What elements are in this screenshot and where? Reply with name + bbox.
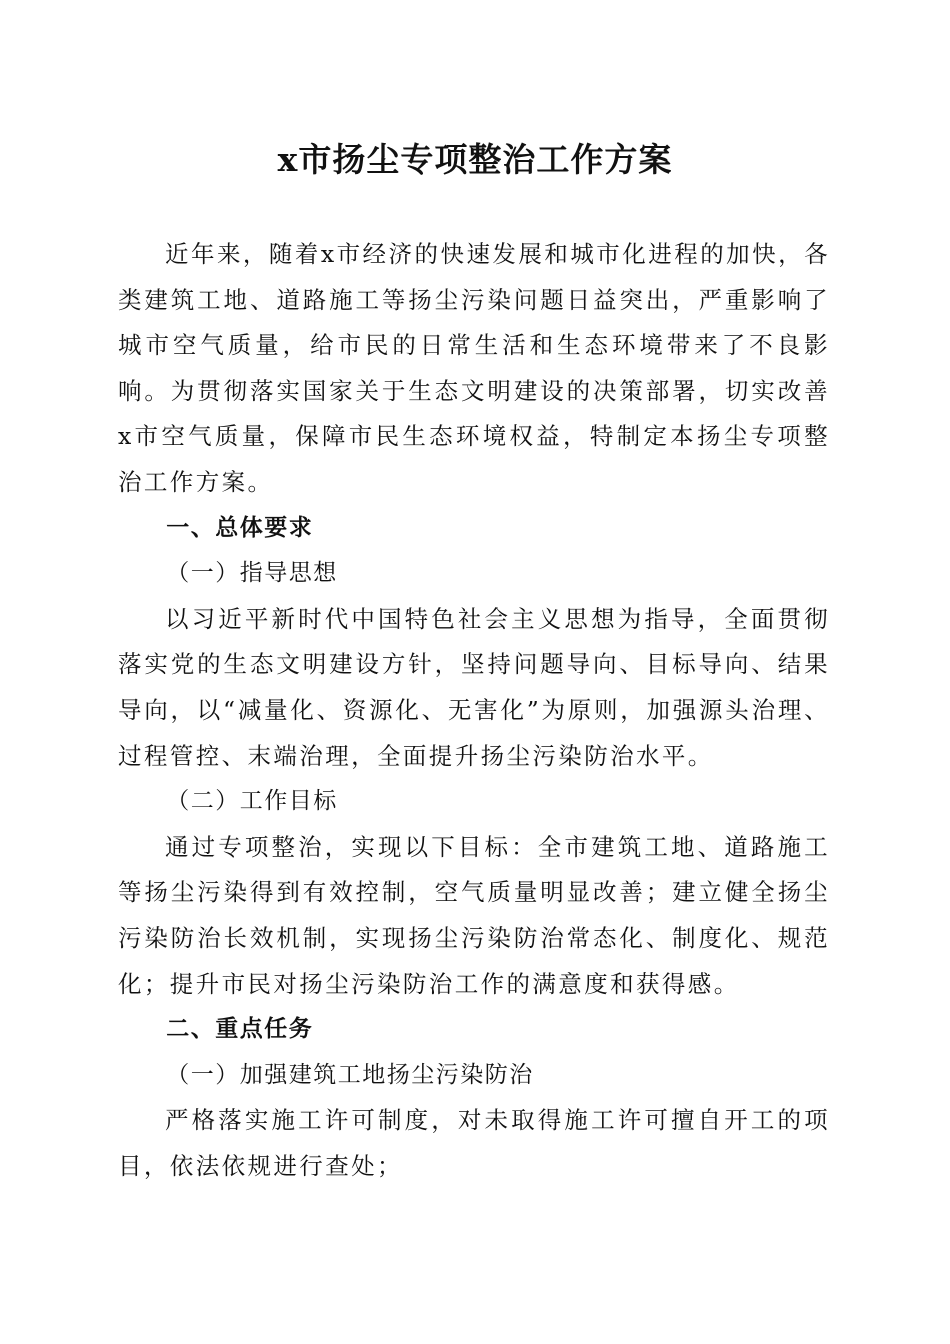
section-heading-key-tasks: 二、重点任务 [166, 1016, 314, 1043]
document-title: x市扬尘专项整治工作方案 [277, 140, 673, 179]
subsection-heading-guiding-ideology: （一）指导思想 [166, 560, 338, 587]
intro-paragraph: 近年来，随着x市经济的快速发展和城市化进程的加快，各类建筑工地、道路施工等扬尘污染问题日益突出，严重影响了城市空气质量，给市民的日常生活和生态环境带来了不良影响。为贯彻落实国家关于生态文明建设的决策部署，切实改善x市空气质量，保障市民生态环境权益，特制定本扬尘专项整治工作方案。 [118, 240, 830, 496]
subsection-heading-work-goals: （二）工作目标 [166, 788, 338, 815]
subsection-heading-construction-sites: （一）加强建筑工地扬尘污染防治 [166, 1061, 534, 1088]
section-heading-overall-requirements: 一、总体要求 [166, 514, 314, 541]
guiding-ideology-paragraph: 以习近平新时代中国特色社会主义思想为指导，全面贯彻落实党的生态文明建设方针，坚持问题导向、目标导向、结果导向，以“减量化、资源化、无害化”为原则，加强源头治理、过程管控、末端治理，全面提升扬尘污染防治水平。 [118, 604, 830, 770]
work-goals-paragraph: 通过专项整治，实现以下目标：全市建筑工地、道路施工等扬尘污染得到有效控制，空气质量明显改善；建立健全扬尘污染防治长效机制，实现扬尘污染防治常态化、制度化、规范化；提升市民对扬尘污染防治工作的满意度和获得感。 [118, 832, 830, 998]
construction-sites-paragraph: 严格落实施工许可制度，对未取得施工许可擅自开工的项目，依法依规进行查处； [118, 1106, 830, 1180]
document-body [118, 232, 830, 1189]
